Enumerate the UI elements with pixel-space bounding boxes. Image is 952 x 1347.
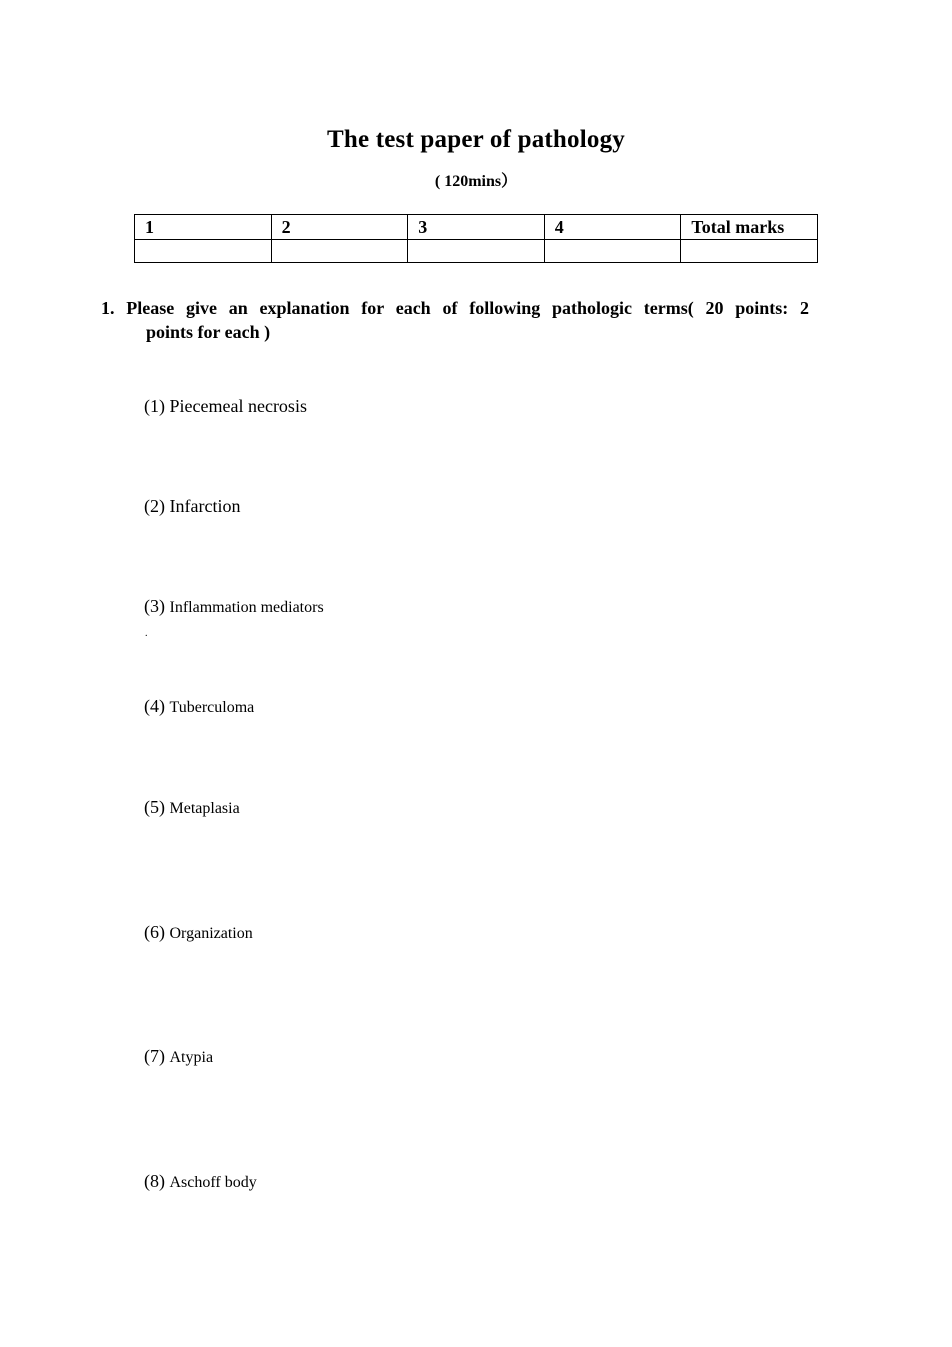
time-limit: ( 120mins） xyxy=(434,173,518,190)
term-number: (7) xyxy=(144,1046,165,1066)
marks-header-total: Total marks xyxy=(681,215,818,240)
term-text: Atypia xyxy=(169,1049,214,1066)
question-1-line1: 1. Please give an explanation for each of following pathologic terms( 20 points: 2 xyxy=(101,298,809,318)
marks-cell-4[interactable] xyxy=(544,240,681,263)
marks-table xyxy=(134,214,818,263)
marks-header-1: 1 xyxy=(135,215,272,240)
term-number: (3) xyxy=(144,596,165,616)
marks-cell-1[interactable] xyxy=(135,240,272,263)
question-1-line2: points for each ) xyxy=(146,322,271,342)
term-number: (1) xyxy=(144,396,165,416)
term-text: Inflammation mediators xyxy=(169,599,324,616)
term-7 xyxy=(144,1046,213,1067)
term-2 xyxy=(144,496,240,517)
term-text: Metaplasia xyxy=(169,800,240,817)
marks-entry-row xyxy=(135,240,818,263)
term-number: (8) xyxy=(144,1171,165,1191)
term-4 xyxy=(144,696,254,717)
marks-header-3: 3 xyxy=(408,215,545,240)
term-text: Tuberculoma xyxy=(169,699,255,716)
marks-cell-3[interactable] xyxy=(408,240,545,263)
term-text: Infarction xyxy=(169,496,241,516)
term-text: Organization xyxy=(169,925,253,942)
marks-header-4: 4 xyxy=(544,215,681,240)
term-text: Aschoff body xyxy=(169,1174,257,1191)
question-1-heading xyxy=(101,296,809,344)
marks-header-row xyxy=(135,215,818,240)
term-6 xyxy=(144,922,253,943)
term-number: (5) xyxy=(144,797,165,817)
term-number: (6) xyxy=(144,922,165,942)
stray-mark: . xyxy=(145,628,148,639)
term-5 xyxy=(144,797,240,818)
term-8 xyxy=(144,1171,257,1192)
marks-header-2: 2 xyxy=(271,215,408,240)
marks-cell-total[interactable] xyxy=(681,240,818,263)
term-1 xyxy=(144,396,307,417)
term-number: (4) xyxy=(144,696,165,716)
term-3 xyxy=(144,596,324,617)
term-number: (2) xyxy=(144,496,165,516)
page-title: The test paper of pathology xyxy=(326,126,625,153)
term-text: Piecemeal necrosis xyxy=(169,396,307,416)
marks-cell-2[interactable] xyxy=(271,240,408,263)
